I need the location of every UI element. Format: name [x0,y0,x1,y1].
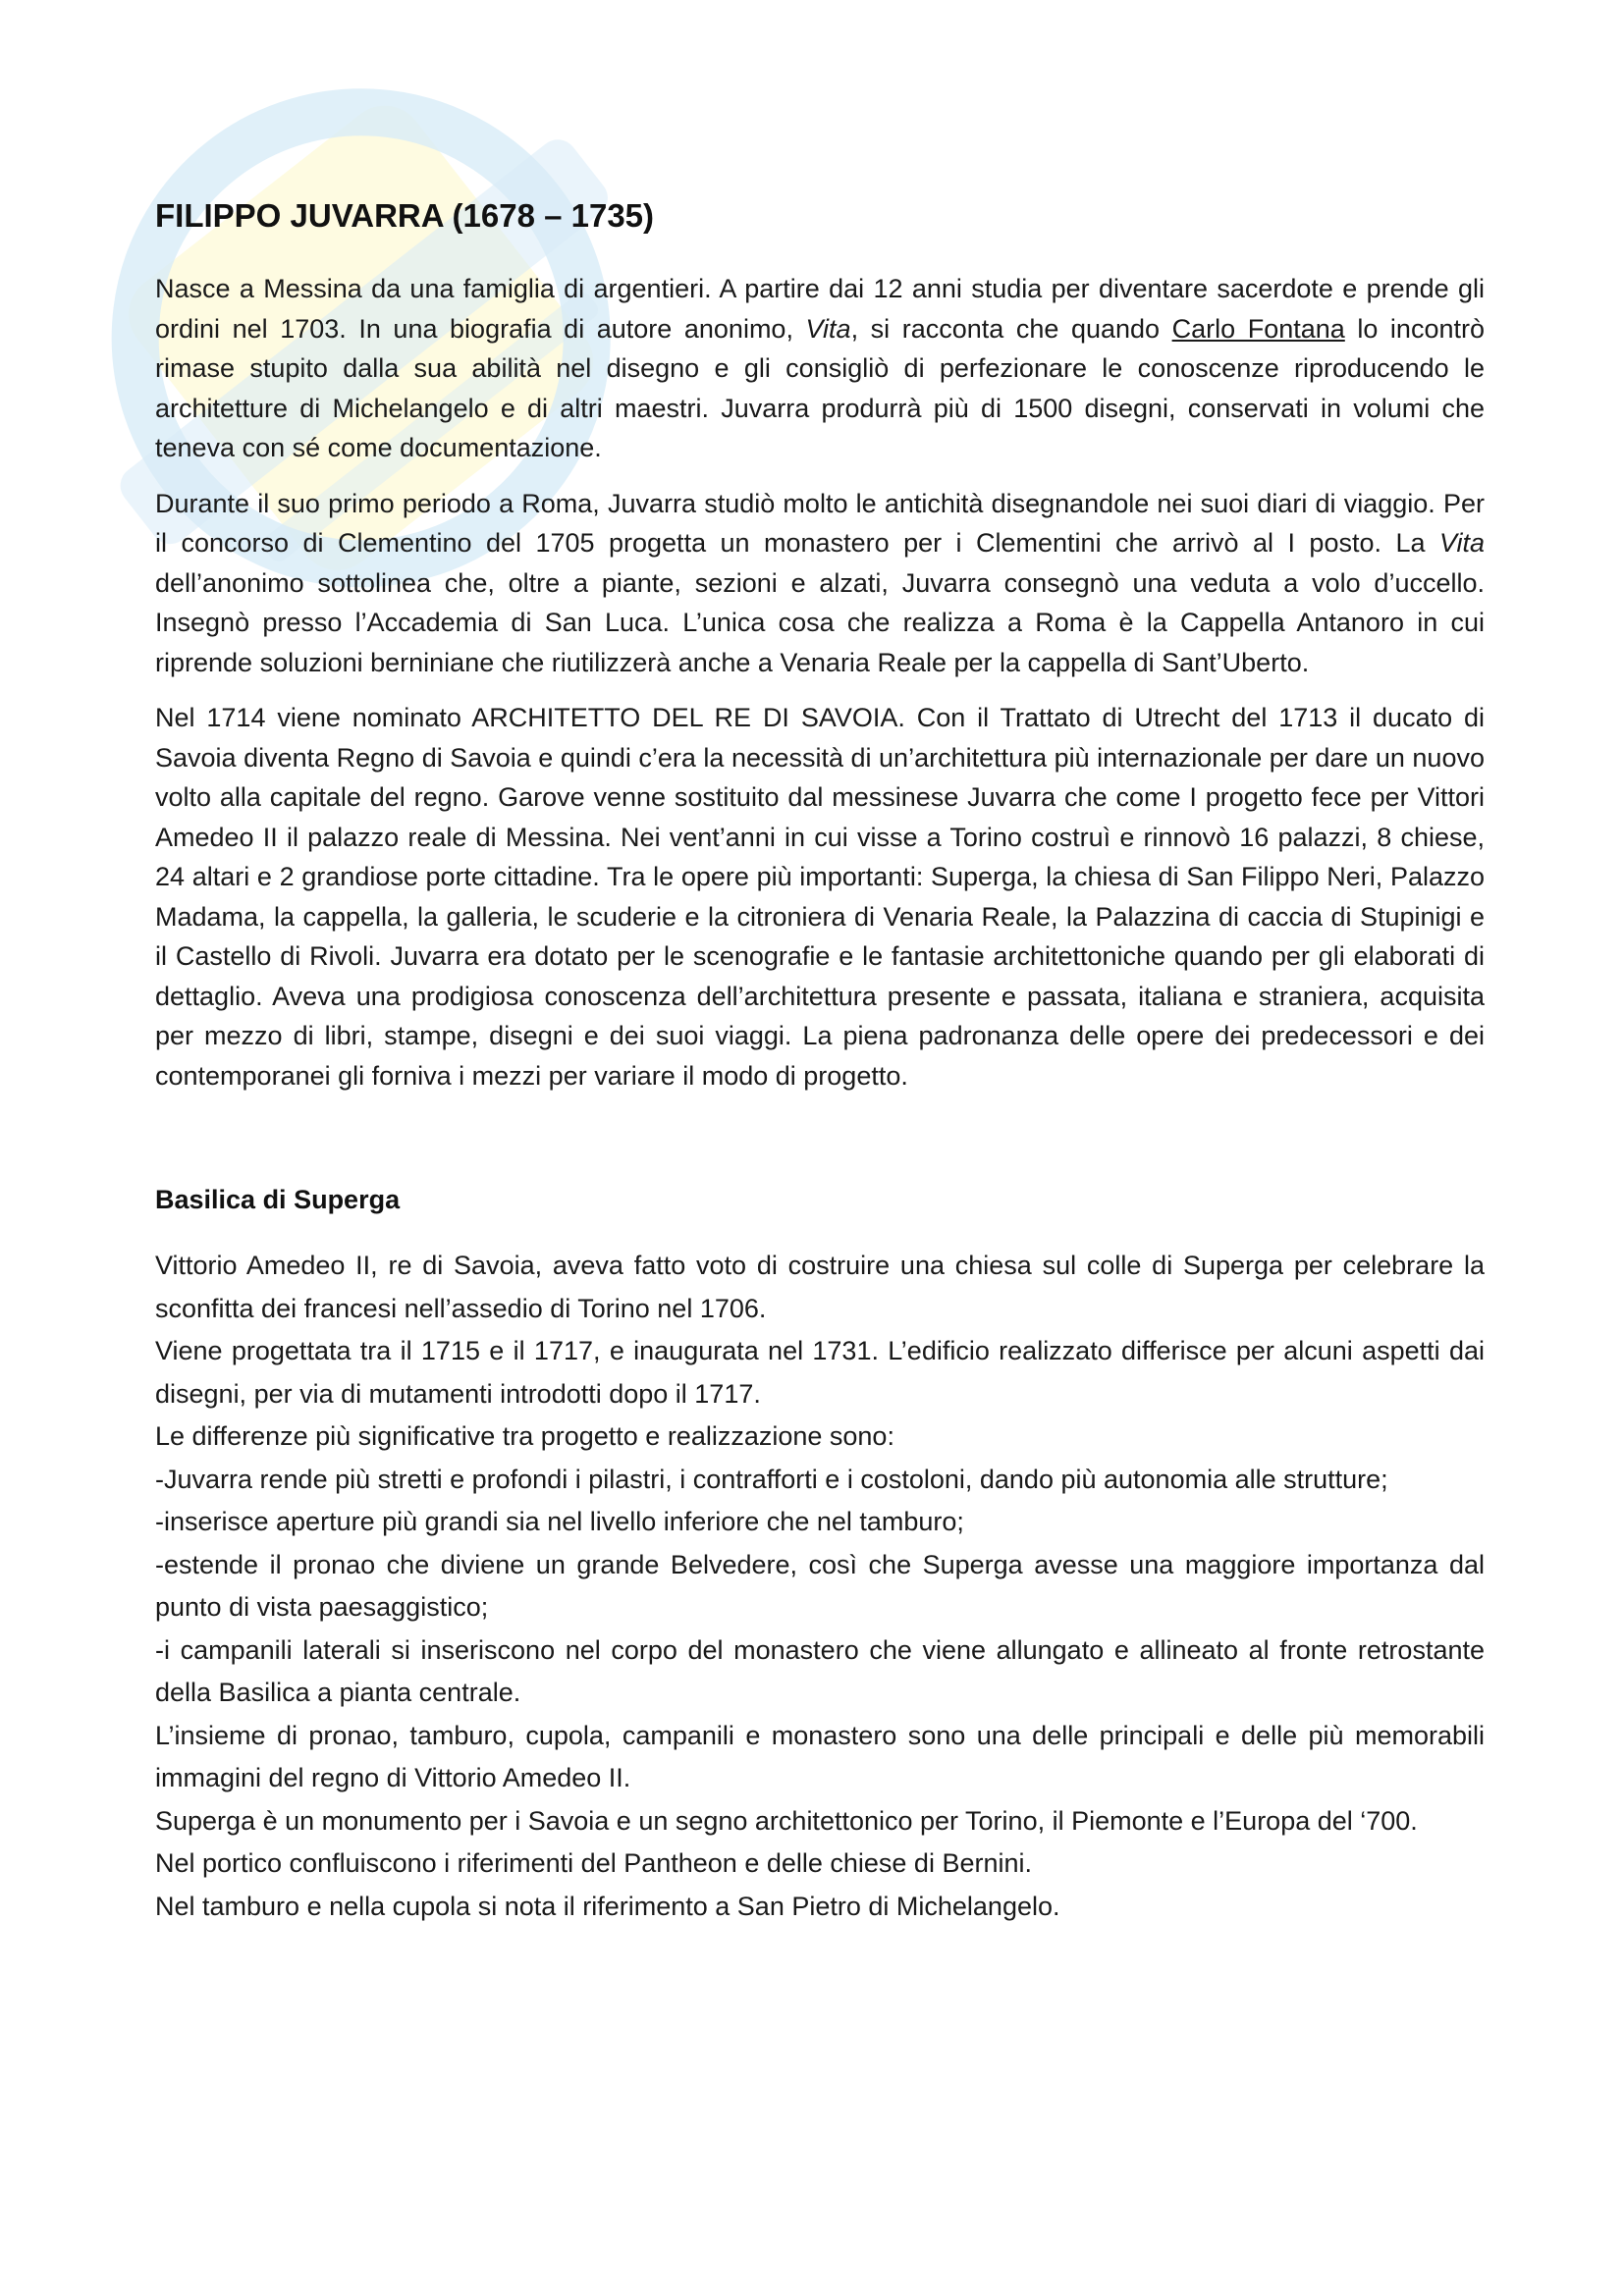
paragraph-2 [155,484,1485,683]
paragraph-2-text-a: Durante il suo primo periodo a Roma, Juvarra studiò molto le antichità disegnandole nei suoi diari di viaggio. Per il concorso di Clementino del 1705 progetta un monastero per i Clementini che arrivò al I posto. La [155,488,1485,558]
section-heading-superga: Basilica di Superga [155,1185,401,1214]
section-line: L’insieme di pronao, tamburo, cupola, campanili e monastero sono una delle principali e delle più memorabili immagini del regno di Vittorio Amedeo II. [155,1720,1485,1792]
document-page [155,192,1485,1928]
vita-italic: Vita [805,313,851,344]
section-line: Le differenze più significative tra progetto e realizzazione sono: [155,1421,894,1451]
section-line: Nel tamburo e nella cupola si nota il riferimento a San Pietro di Michelangelo. [155,1891,1060,1921]
paragraph-1-text-c: lo incontrò rimase stupito dalla sua abilità nel disegno e gli consigliò di perfezionare le conoscenze riproducendo le architetture di Michelangelo e di altri maestri. Juvarra produrrà più di 1500 disegni, conservati in volumi che teneva con sé come documentazione. [155,313,1485,462]
paragraph-2-text-b: dell’anonimo sottolinea che, oltre a piante, sezioni e alzati, Juvarra consegnò una veduta a volo d’uccello. Insegnò presso l’Accademia di San Luca. L’unica cosa che realizza a Roma è la Cappella Antanoro in cui riprende soluzioni berniniane che riutilizzerà anche a Venaria Reale per la cappella di Sant’Uberto. [155,567,1485,677]
section-body [155,1245,1485,1928]
paragraph-1-text-b: , si racconta che quando [850,313,1172,344]
section-line: -Juvarra rende più stretti e profondi i pilastri, i contrafforti e i costoloni, dando più autonomia alle strutture; [155,1464,1388,1494]
section-line: -inserisce aperture più grandi sia nel livello inferiore che nel tamburo; [155,1507,964,1536]
paragraph-1-text-a: Nasce a Messina da una famiglia di argentieri. A partire dai 12 anni studia per diventare sacerdote e prende gli ordini nel 1703. In una biografia di autore anonimo, [155,274,1485,344]
section-line: Nel portico confluiscono i riferimenti del Pantheon e delle chiese di Bernini. [155,1848,1032,1878]
paragraph-3: Nel 1714 viene nominato ARCHITETTO DEL RE DI SAVOIA. Con il Trattato di Utrecht del 1713 il ducato di Savoia diventa Regno di Savoia e quindi c’era la necessità di un’architettura più internazionale per dare un nuovo volto alla capitale del regno. Garove venne sostituito dal messinese Juvarra che come I progetto fece per Vittori Amedeo II il palazzo reale di Messina. Nei vent’anni in cui visse a Torino costruì e rinnovò 16 palazzi, 8 chiese, 24 altari e 2 grandiose porte cittadine. Tra le opere più importanti: Superga, la chiesa di San Filippo Neri, Palazzo Madama, la cappella, la galleria, le scuderie e la citroniera di Venaria Reale, la Palazzina di caccia di Stupinigi e il Castello di Rivoli. Juvarra era dotato per le scenografie e le fantasie architettoniche quando per gli elaborati di dettaglio. Aveva una prodigiosa conoscenza dell’architettura presente e passata, italiana e straniera, acquisita per mezzo di libri, stampe, disegni e dei suoi viaggi. La piena padronanza delle opere dei predecessori e dei contemporanei gli forniva i mezzi per variare il modo di progetto. [155,703,1485,1091]
paragraph-1 [155,269,1485,468]
carlo-fontana-link[interactable]: Carlo Fontana [1171,313,1345,344]
section-line: Vittorio Amedeo II, re di Savoia, aveva fatto voto di costruire una chiesa sul colle di Superga per celebrare la sconfitta dei francesi nell’assedio di Torino nel 1706. [155,1251,1485,1323]
section-line: -estende il pronao che diviene un grande Belvedere, così che Superga avesse una maggiore importanza dal punto di vista paesaggistico; [155,1549,1485,1622]
document-title: FILIPPO JUVARRA (1678 – 1735) [155,197,655,234]
section-line: -i campanili laterali si inseriscono nel corpo del monastero che viene allungato e allineato al fronte retrostante della Basilica a pianta centrale. [155,1634,1485,1707]
vita-italic-2: Vita [1438,528,1485,558]
section-line: Superga è un monumento per i Savoia e un segno architettonico per Torino, il Piemonte e l’Europa del ‘700. [155,1805,1418,1836]
section-line: Viene progettata tra il 1715 e il 1717, e inaugurata nel 1731. L’edificio realizzato differisce per alcuni aspetti dai disegni, per via di mutamenti introdotti dopo il 1717. [155,1336,1485,1409]
